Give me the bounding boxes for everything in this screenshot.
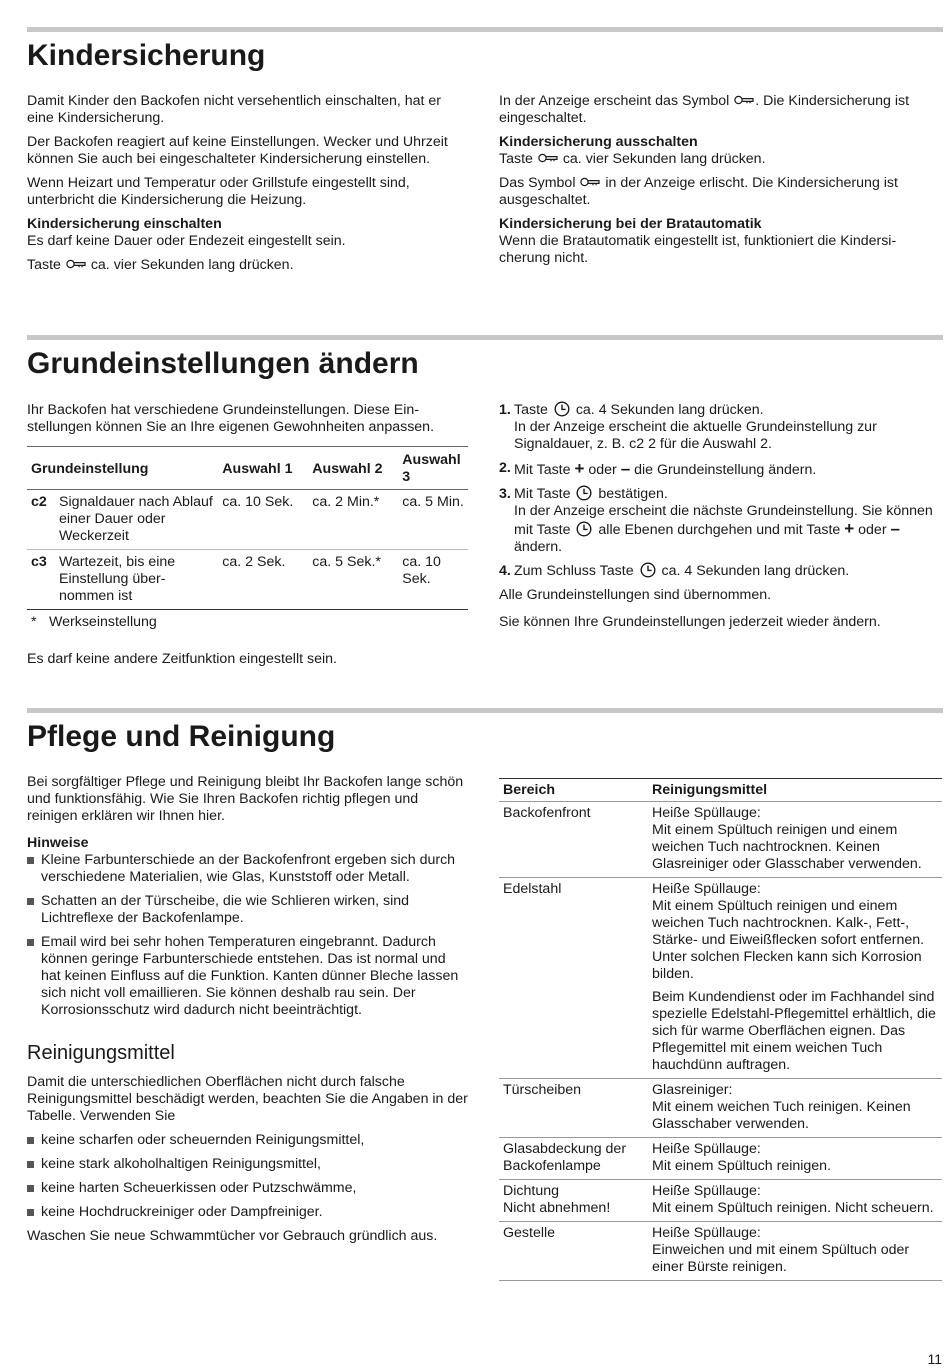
- table-header-row: [27, 447, 468, 490]
- text: bestätigen.: [598, 486, 668, 502]
- text: oder: [858, 522, 887, 538]
- section-grundeinstellungen: [27, 335, 943, 382]
- text: In der Anzeige erscheint die aktuelle Grundeinstellung zur Signaldauer, z. B. c2 2 für die Auswahl 2.: [514, 419, 877, 452]
- key-icon: [580, 177, 600, 187]
- reinigung-table: [499, 778, 942, 1281]
- cleaning-instruction: Heiße Spüllauge: Mit einem Spültuch reinigen.: [652, 1141, 832, 1174]
- list-item: Email wird bei sehr hohen Temperaturen eingebrannt. Dadurch können geringe Farbunterschiede entstehen. Das ist normal und hat keinen Einfluss auf die Funktion. Kanten dünner Bleche lassen sich nicht voll emaillieren. Sie können deshalb rau sein. Der Korrosionsschutz wird dadurch nicht beeinträchtigt.: [27, 934, 468, 1019]
- text: die Grundeinstellung ändern.: [634, 462, 817, 478]
- clock-icon: [640, 562, 656, 578]
- text: Taste: [27, 257, 61, 273]
- table-row: [499, 1222, 942, 1281]
- area-label: Backofenfront: [503, 805, 591, 821]
- cleaning-instruction: Heiße Spüllauge: Mit einem Spültuch reinigen und einem weichen Tuch nachtrocknen. Kalk-, Fett-, Stärke- und Eiweißflecken sofort entfernen. Unter solchen Flecken kann sich Korrosion bilden.: [652, 881, 925, 982]
- list-item: keine harten Scheuerkissen oder Putzschwämme,: [27, 1180, 468, 1197]
- table-cell: c3: [27, 550, 55, 610]
- text: oder: [588, 462, 617, 478]
- table-cell: [499, 1138, 648, 1180]
- subheading: Hinweise: [27, 835, 89, 851]
- table-row: [499, 1180, 942, 1222]
- cleaning-instruction: Heiße Spüllauge: Mit einem Spültuch reinigen. Nicht scheuern.: [652, 1183, 934, 1216]
- table-row: [499, 1138, 942, 1180]
- paragraph: Waschen Sie neue Schwammtücher vor Gebrauch gründlich aus.: [27, 1228, 438, 1244]
- text: ca. 4 Sekunden lang drücken.: [661, 563, 850, 579]
- text: Werkseinstellung: [49, 614, 157, 630]
- table-cell: c2: [27, 490, 55, 550]
- step-number: 1.: [499, 402, 511, 418]
- key-icon: [538, 153, 558, 163]
- table-cell: [499, 1079, 648, 1138]
- section-title: Pflege und Reinigung: [27, 720, 336, 753]
- list-item: keine stark alkoholhaltigen Reinigungsmittel,: [27, 1156, 468, 1173]
- paragraph: Wenn die Bratautomatik eingestellt ist, funktioniert die Kindersicherung nicht.: [499, 233, 897, 266]
- paragraph: Damit die unterschiedlichen Oberflächen nicht durch falsche Reinigungsmittel beschädigt werden, beachten Sie die Angaben in der Tabelle. Verwenden Sie: [27, 1074, 468, 1124]
- text: alle Ebenen durchgehen und mit Taste: [598, 522, 841, 538]
- page-number: 11: [927, 1351, 942, 1367]
- subheading: Kindersicherung einschalten: [27, 216, 222, 232]
- table-cell: [648, 1222, 942, 1281]
- paragraph: Alle Grundeinstellungen sind übernommen.: [499, 587, 772, 603]
- table-cell: [499, 878, 648, 1079]
- text: ca. vier Sekunden lang drücken.: [90, 257, 294, 273]
- section-title: Kindersicherung: [27, 39, 266, 72]
- table-row: [499, 878, 942, 1079]
- table-cell: ca. 10 Sek.: [398, 550, 468, 610]
- grund-right-column: [499, 402, 940, 638]
- table-body: [499, 802, 942, 1281]
- text: Taste: [499, 151, 533, 167]
- list-item: [499, 486, 940, 556]
- pflege-right-column: [499, 778, 942, 1281]
- text: Das Symbol: [499, 175, 576, 191]
- cleaning-instruction: Glasreiniger: Mit einem weichen Tuch reinigen. Keinen Glasschaber verwenden.: [652, 1082, 911, 1132]
- key-icon: [734, 95, 754, 105]
- list-item: Schatten an der Türscheibe, die wie Schlieren wirken, sind Lichtreflexe der Backofenlampe.: [27, 893, 468, 927]
- table-cell: Wartezeit, bis eine Einstellung übernommen ist: [55, 550, 218, 610]
- section-pflege: [27, 708, 943, 755]
- table-header: Auswahl 3: [398, 447, 468, 490]
- text: Mit Taste: [514, 462, 571, 478]
- table-row: [27, 550, 468, 610]
- list-item: keine Hochdruckreiniger oder Dampfreiniger.: [27, 1204, 468, 1221]
- table-header: Reinigungsmittel: [648, 779, 942, 802]
- subheading: Kindersicherung ausschalten: [499, 134, 698, 150]
- list-item: [499, 563, 940, 580]
- paragraph: Sie können Ihre Grundeinstellungen jederzeit wieder ändern.: [499, 614, 881, 630]
- text: ca. vier Sekunden lang drücken.: [562, 151, 766, 167]
- table-cell: ca. 5 Sek.*: [308, 550, 398, 610]
- table-cell: [648, 878, 942, 1079]
- table-header: Bereich: [499, 779, 648, 802]
- paragraph: Wenn Heizart und Temperatur oder Grillstufe eingestellt sind, unterbricht die Kindersicherung die Heizung.: [27, 175, 410, 208]
- area-label: Gestelle: [503, 1225, 556, 1241]
- clock-icon: [576, 521, 592, 537]
- text: Mit Taste: [514, 486, 571, 502]
- grund-left-column: [27, 402, 468, 675]
- section-title: Grundeinstellungen ändern: [27, 347, 419, 380]
- cleaning-instruction: Beim Kundendienst oder im Fachhandel sind spezielle Edelstahl-Pflegemittel erhältlich, die sich für warme Oberflächen eignen. Das Pflegemittel mit einem weichen Tuch hauchdünn auftragen.: [652, 989, 936, 1073]
- area-label: Edelstahl: [503, 881, 562, 897]
- table-cell: [499, 802, 648, 878]
- steps-list: [499, 402, 940, 580]
- step-number: 4.: [499, 563, 511, 579]
- table-row: [27, 490, 468, 550]
- table-header: Grundeinstellung: [27, 447, 218, 490]
- kinder-right-column: [499, 93, 940, 274]
- text: In der Anzeige erscheint das Symbol: [499, 93, 730, 109]
- area-note: Nicht abnehmen!: [503, 1200, 611, 1216]
- clock-icon: [576, 485, 592, 501]
- hinweise-list: [27, 852, 468, 1019]
- table-cell: [499, 1180, 648, 1222]
- table-cell: [648, 1180, 942, 1222]
- paragraph: Der Backofen reagiert auf keine Einstellungen. Wecker und Uhrzeit können Sie auch bei eingeschalteter Kindersicherung einstellen.: [27, 134, 448, 167]
- text: ändern.: [514, 539, 563, 555]
- paragraph: Bei sorgfältiger Pflege und Reinigung bleibt Ihr Backofen lange schön und funktionsfähig. Wie Sie Ihren Backofen richtig pflegen und reinigen erklären wir Ihnen hier.: [27, 774, 464, 824]
- list-item: keine scharfen oder scheuernden Reinigungsmittel,: [27, 1132, 468, 1149]
- paragraph: Damit Kinder den Backofen nicht versehentlich einschalten, hat er eine Kindersicherung.: [27, 93, 442, 126]
- text: . Die Kindersicherung ist eingeschaltet.: [499, 93, 910, 126]
- pflege-left-column: [27, 774, 468, 1252]
- paragraph: [499, 175, 940, 209]
- cleaning-instruction: Heiße Spüllauge: Mit einem Spültuch reinigen und einem weichen Tuch nachtrocknen. Keinen Glasreiniger oder Glasschaber verwenden.: [652, 805, 922, 872]
- subsection-title: Reinigungsmittel: [27, 1042, 175, 1064]
- text: in der Anzeige erlischt. Die Kindersicherung ist ausgeschaltet.: [499, 175, 898, 208]
- area-label: Dichtung: [503, 1183, 559, 1199]
- table-cell: ca. 10 Sek.: [218, 490, 308, 550]
- key-icon: [66, 259, 86, 269]
- table-cell: [648, 802, 942, 878]
- list-item: Kleine Farbunterschiede an der Backofenfront ergeben sich durch verschiedene Materialien, wie Glas, Kunststoff oder Metall.: [27, 852, 468, 886]
- list-item: [499, 460, 940, 479]
- clock-icon: [554, 401, 570, 417]
- paragraph: [499, 151, 940, 168]
- kinder-left-column: [27, 93, 468, 281]
- plus-icon: +: [844, 519, 855, 538]
- table-cell: Signaldauer nach Ablauf einer Dauer oder Weckerzeit: [55, 490, 218, 550]
- footnote: [27, 614, 468, 631]
- table-cell: [648, 1079, 942, 1138]
- table-cell: ca. 5 Min.: [398, 490, 468, 550]
- paragraph: Ihr Backofen hat verschiedene Grundeinstellungen. Diese Einstellungen können Sie an Ihre eigenen Gewohnheiten anpassen.: [27, 402, 435, 435]
- plus-icon: +: [574, 459, 585, 478]
- area-label: Glasabdeckung der Backofenlampe: [503, 1141, 627, 1174]
- step-number: 3.: [499, 486, 511, 502]
- list-item: [499, 402, 940, 453]
- paragraph: [499, 93, 940, 127]
- table-cell: [648, 1138, 942, 1180]
- table-header: Auswahl 2: [308, 447, 398, 490]
- subheading: Kindersicherung bei der Bratautomatik: [499, 216, 762, 232]
- area-label: Türscheiben: [503, 1082, 582, 1098]
- minus-icon: –: [620, 459, 631, 478]
- table-row: [499, 1079, 942, 1138]
- minus-icon: –: [890, 519, 900, 538]
- footnote-mark: *: [31, 614, 37, 630]
- text: Zum Schluss Taste: [514, 563, 634, 579]
- paragraph: Es darf keine Dauer oder Endezeit eingestellt sein.: [27, 233, 346, 249]
- table-row: [499, 802, 942, 878]
- section-kindersicherung: [27, 27, 943, 74]
- table-cell: ca. 2 Min.*: [308, 490, 398, 550]
- cleaning-instruction: Heiße Spüllauge: Einweichen und mit einem Spültuch oder einer Bürste reinigen.: [652, 1225, 910, 1275]
- table-cell: [499, 1222, 648, 1281]
- reinigungsmittel-list: [27, 1132, 468, 1221]
- text: Taste: [514, 402, 548, 418]
- table-header-row: [499, 779, 942, 802]
- paragraph: [27, 257, 468, 274]
- text: In der Anzeige erscheint die nächste Grundeinstellung. Sie können mit Taste: [514, 503, 933, 538]
- text: ca. 4 Sekunden lang drücken.: [575, 402, 764, 418]
- paragraph: Es darf keine andere Zeitfunktion eingestellt sein.: [27, 651, 337, 667]
- table-header: Auswahl 1: [218, 447, 308, 490]
- table-cell: ca. 2 Sek.: [218, 550, 308, 610]
- grundeinstellungen-table: [27, 446, 468, 610]
- step-number: 2.: [499, 460, 511, 476]
